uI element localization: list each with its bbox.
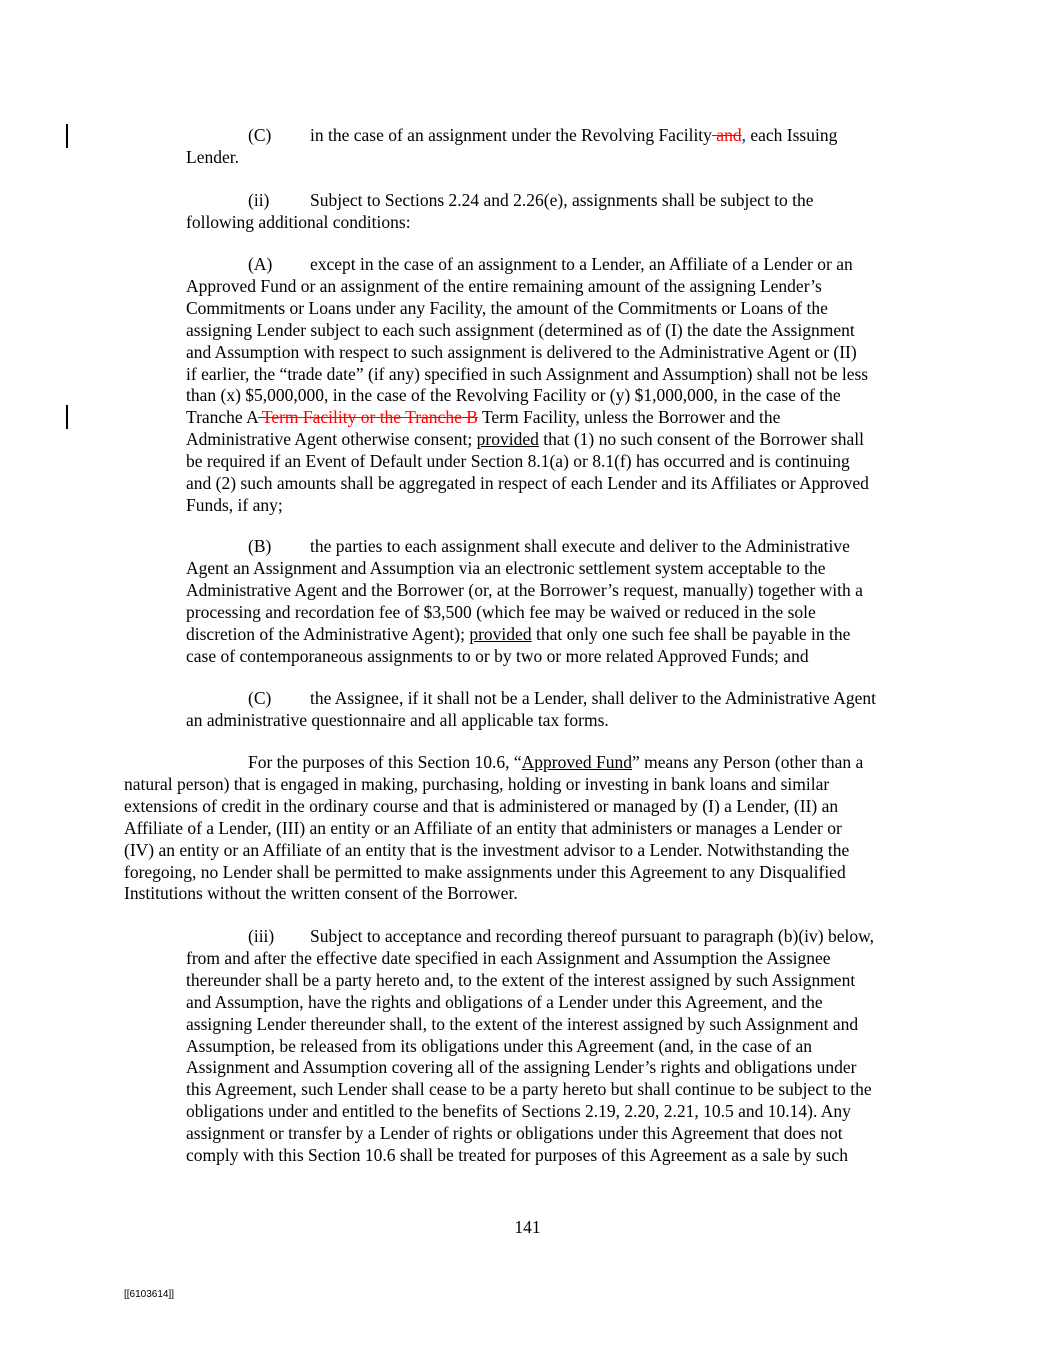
- paragraph-a: [186, 254, 869, 517]
- text-line: (IV) an entity or an Affiliate of an entity that is the investment advisor to a Lender. Notwithstanding the: [124, 839, 850, 860]
- text-line: foregoing, no Lender shall be permitted to make assignments under this Agreement to any Disqualified: [124, 861, 846, 882]
- page-number: 141: [514, 1217, 541, 1237]
- text-line: and Assumption with respect to such assignment is delivered to the Administrative Agent or (II): [186, 341, 857, 362]
- text-line: Agent an Assignment and Assumption via an electronic settlement system acceptable to the: [186, 557, 826, 578]
- text-line: if earlier, the “trade date” (if any) specified in such Assignment and Assumption) shall not be less: [186, 363, 869, 384]
- text-line: (B) the parties to each assignment shall execute and deliver to the Administrative: [248, 536, 850, 556]
- paragraph-iii: [186, 926, 874, 1167]
- change-bar: [66, 124, 68, 148]
- text-line: (C) in the case of an assignment under the Revolving Facility and, each Issuing: [248, 125, 838, 145]
- paragraph-approved-fund: [124, 752, 863, 905]
- change-bar: [66, 405, 68, 429]
- text-line: obligations under and entitled to the benefits of Sections 2.19, 2.20, 2.21, 10.5 and 10.14). Any: [186, 1101, 851, 1122]
- text-line: this Agreement, such Lender shall cease to be a party hereto but shall continue to be subject to the: [186, 1079, 872, 1100]
- text-line: case of contemporaneous assignments to or by two or more related Approved Funds; and: [186, 645, 809, 666]
- text-line: natural person) that is engaged in making, purchasing, holding or investing in bank loans and similar: [124, 773, 830, 794]
- paragraph-b: [186, 536, 863, 667]
- text-line: be required if an Event of Default under Section 8.1(a) or 8.1(f) has occurred and is continuing: [186, 451, 850, 472]
- deleted-text: and: [711, 125, 742, 145]
- defined-term: Approved Fund: [521, 752, 632, 772]
- text-line: and (2) such amounts shall be aggregated in respect of each Lender and its Affiliates or Approved: [186, 473, 869, 494]
- text-line: assignment or transfer by a Lender of rights or obligations under this Agreement that does not: [186, 1123, 843, 1144]
- text-line: Assignment and Assumption covering all of the assigning Lender’s rights and obligations under: [186, 1057, 857, 1078]
- text-line: For the purposes of this Section 10.6, “Approved Fund” means any Person (other than a: [248, 752, 864, 772]
- text-line: (C) the Assignee, if it shall not be a Lender, shall deliver to the Administrative Agent: [248, 688, 876, 708]
- provided-term: provided: [476, 429, 539, 450]
- text-line: from and after the effective date specified in each Assignment and Assumption the Assignee: [186, 947, 831, 968]
- text-line: processing and recordation fee of $3,500 (which fee may be waived or reduced in the sole: [186, 601, 816, 622]
- text-line: Tranche A Term Facility or the Tranche B Term Facility, unless the Borrower and the: [186, 407, 781, 428]
- text-line: Administrative Agent otherwise consent; provided that (1) no such consent of the Borrower shall: [186, 429, 864, 450]
- text-line: and Assumption, have the rights and obligations of a Lender under this Agreement, and the: [186, 991, 823, 1012]
- paragraph-ii: [186, 190, 814, 234]
- text-line: (iii) Subject to acceptance and recording thereof pursuant to paragraph (b)(iv) below,: [248, 926, 874, 946]
- text-line: than (x) $5,000,000, in the case of the Revolving Facility or (y) $1,000,000, in the case of the: [186, 385, 841, 406]
- text-line: thereunder shall be a party hereto and, to the extent of the interest assigned by such Assignment: [186, 969, 856, 990]
- clause-label: (iii): [248, 926, 275, 946]
- paragraph-c-issuing-lender: [186, 125, 837, 169]
- document-id: [[6103614]]: [124, 1289, 175, 1300]
- clause-label: (B): [248, 536, 272, 556]
- text-line: comply with this Section 10.6 shall be treated for purposes of this Agreement as a sale by such: [186, 1145, 848, 1166]
- text-line: discretion of the Administrative Agent); provided that only one such fee shall be payable in the: [186, 623, 851, 644]
- text-line: Assumption, be released from its obligations under this Agreement (and, in the case of an: [186, 1035, 812, 1056]
- text-line: following additional conditions:: [186, 211, 411, 232]
- clause-label: (ii): [248, 190, 270, 210]
- paragraph-c-assignee: [186, 688, 876, 732]
- text-line: Affiliate of a Lender, (III) an entity or an Affiliate of an entity that administers or manages a Lender or: [124, 817, 842, 838]
- text-line: Lender.: [186, 146, 239, 167]
- text-line: extensions of credit in the ordinary course and that is administered or managed by (I) a Lender, (II) an: [124, 795, 839, 816]
- text-line: (A) except in the case of an assignment to a Lender, an Affiliate of a Lender or an: [248, 254, 853, 274]
- text-line: (ii) Subject to Sections 2.24 and 2.26(e), assignments shall be subject to the: [248, 190, 814, 210]
- clause-label: (C): [248, 125, 272, 145]
- text-line: Approved Fund or an assignment of the entire remaining amount of the assigning Lender’s: [186, 275, 822, 296]
- provided-term: provided: [469, 623, 532, 644]
- text-line: Funds, if any;: [186, 494, 283, 515]
- clause-label: (C): [248, 688, 272, 708]
- clause-label: (A): [248, 254, 273, 274]
- text-line: assigning Lender subject to each such assignment (determined as of (I) the date the Assignment: [186, 319, 855, 340]
- text-line: an administrative questionnaire and all applicable tax forms.: [186, 709, 609, 730]
- text-line: Institutions without the written consent of the Borrower.: [124, 883, 518, 904]
- inserted-text: ,: [741, 125, 746, 145]
- deleted-text: Term Facility or the Tranche B: [257, 407, 478, 428]
- text-line: assigning Lender thereunder shall, to the extent of the interest assigned by such Assignment and: [186, 1013, 859, 1034]
- text-line: Administrative Agent and the Borrower (or, at the Borrower’s request, manually) together with a: [186, 579, 863, 600]
- text-line: Commitments or Loans under any Facility, the amount of the Commitments or Loans of the: [186, 297, 828, 318]
